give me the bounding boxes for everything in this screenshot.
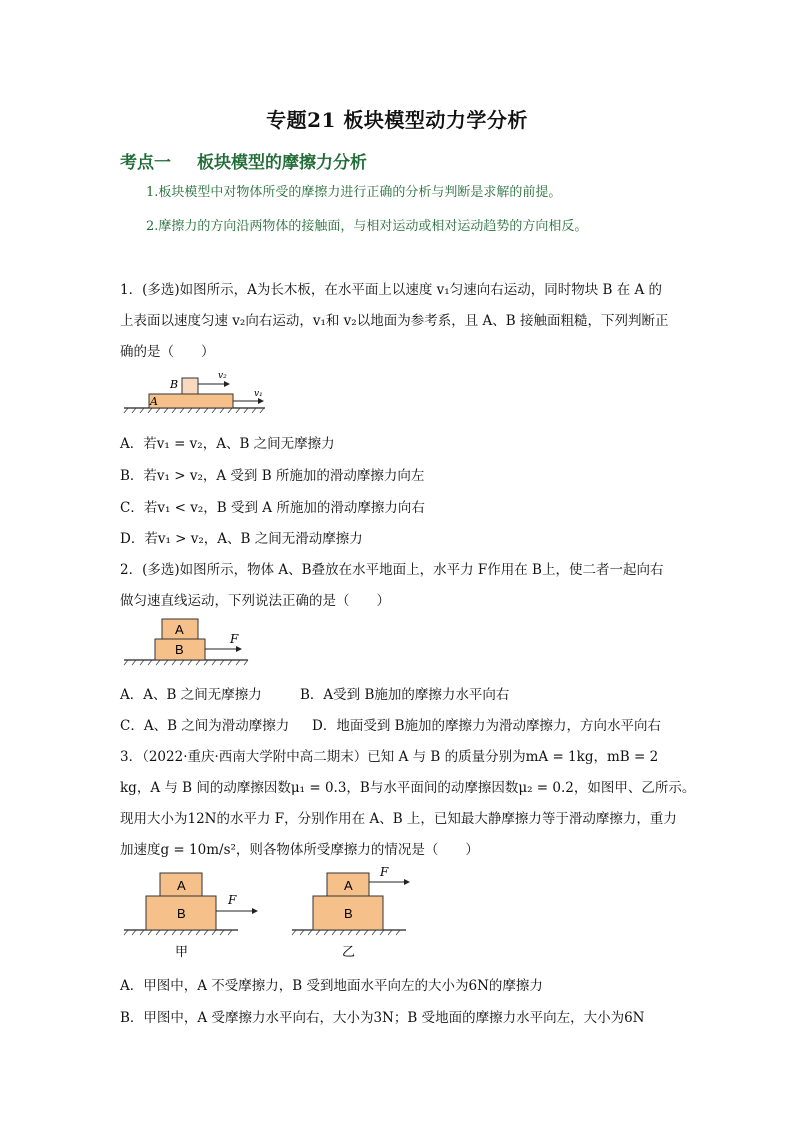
q2-option-b: B．A受到 B施加的摩擦力水平向右 <box>300 687 510 703</box>
q3-figure <box>120 866 420 962</box>
q1-figure <box>120 366 280 416</box>
label-a: A <box>175 622 184 637</box>
board-a <box>149 394 233 408</box>
q3-line-1: 3．（2022·重庆·西南大学附中高二期末）已知 A 与 B 的质量分别为mA = 1kg，mB = 2 <box>120 749 659 765</box>
caption-jia: 甲 <box>175 945 189 960</box>
q1-line-2: 上表面以速度匀速 v₂向右运动，v₁和 v₂以地面为参考系，且 A、B 接触面粗糙，下列判断正 <box>120 313 669 329</box>
q2-option-d: D．地面受到 B施加的摩擦力为滑动摩擦力，方向水平向右 <box>312 718 662 734</box>
label-v2: v₂ <box>218 371 227 381</box>
q1-option-b: B．若v₁ > v₂，A 受到 B 所施加的滑动摩擦力向左 <box>120 468 425 484</box>
label-b: B <box>344 906 353 921</box>
q2-option-c: C．A、B 之间为滑动摩擦力 <box>120 718 290 734</box>
label-a: A <box>150 395 158 408</box>
q3-line-4: 加速度g = 10m/s²，则各物体所受摩擦力的情况是（ ） <box>120 842 479 858</box>
section-heading <box>120 148 367 173</box>
q2-figure <box>120 614 260 674</box>
section-number: 考点一 <box>120 153 171 173</box>
label-f: F <box>380 866 389 879</box>
block-b <box>182 378 198 394</box>
label-b: B <box>170 378 179 391</box>
label-b: B <box>175 642 184 657</box>
ground-hatch <box>124 408 264 413</box>
q1-option-d: D．若v₁ > v₂，A、B 之间无滑动摩擦力 <box>120 531 363 547</box>
figure-yi <box>292 866 410 960</box>
q3-line-3: 现用大小为12N的水平力 F，分别作用在 A、B 上，已知最大静摩擦力等于滑动摩擦力，重力 <box>120 811 677 827</box>
label-v1: v₁ <box>254 389 263 399</box>
label-a: A <box>177 878 186 893</box>
q2-line-1: 2．(多选)如图所示，物体 A、B叠放在水平地面上，水平力 F作用在 B上，使二者一起向右 <box>120 562 664 578</box>
figure-jia <box>124 873 258 960</box>
q2-option-a: A．A、B 之间无摩擦力 <box>120 687 262 703</box>
label-a: A <box>344 878 353 893</box>
label-f: F <box>230 632 239 646</box>
q1-line-3: 确的是（ ） <box>120 344 215 360</box>
q1-option-a: A．若v₁ = v₂，A、B 之间无摩擦力 <box>120 436 335 452</box>
label-f: F <box>228 893 237 907</box>
q1-option-c: C．若v₁ < v₂，B 受到 A 所施加的滑动摩擦力向右 <box>120 500 425 516</box>
q2-line-2: 做匀速直线运动，下列说法正确的是（ ） <box>120 593 390 609</box>
q3-option-a: A．甲图中，A 不受摩擦力，B 受到地面水平向左的大小为6N的摩擦力 <box>120 978 543 994</box>
q3-line-2: kg，A 与 B 间的动摩擦因数μ₁ = 0.3，B与水平面间的动摩擦因数μ₂ = 0.2，如图甲、乙所示。 <box>120 780 696 796</box>
label-b: B <box>177 906 186 921</box>
tip-2: 2.摩擦力的方向沿两物体的接触面，与相对运动或相对运动趋势的方向相反。 <box>146 219 588 234</box>
caption-yi: 乙 <box>342 945 356 960</box>
q3-option-b: B．甲图中，A 受摩擦力水平向右，大小为3N；B 受地面的摩擦力水平向左，大小为6N <box>120 1010 645 1026</box>
tip-1: 1.板块模型中对物体所受的摩擦力进行正确的分析与判断是求解的前提。 <box>146 185 562 200</box>
q1-line-1: 1．(多选)如图所示，A为长木板，在水平面上以速度 v₁匀速向右运动，同时物块 B 在 A 的 <box>120 282 663 298</box>
page-title: 专题21 板块模型动力学分析 <box>266 108 528 132</box>
section-title: 板块模型的摩擦力分析 <box>197 153 367 173</box>
